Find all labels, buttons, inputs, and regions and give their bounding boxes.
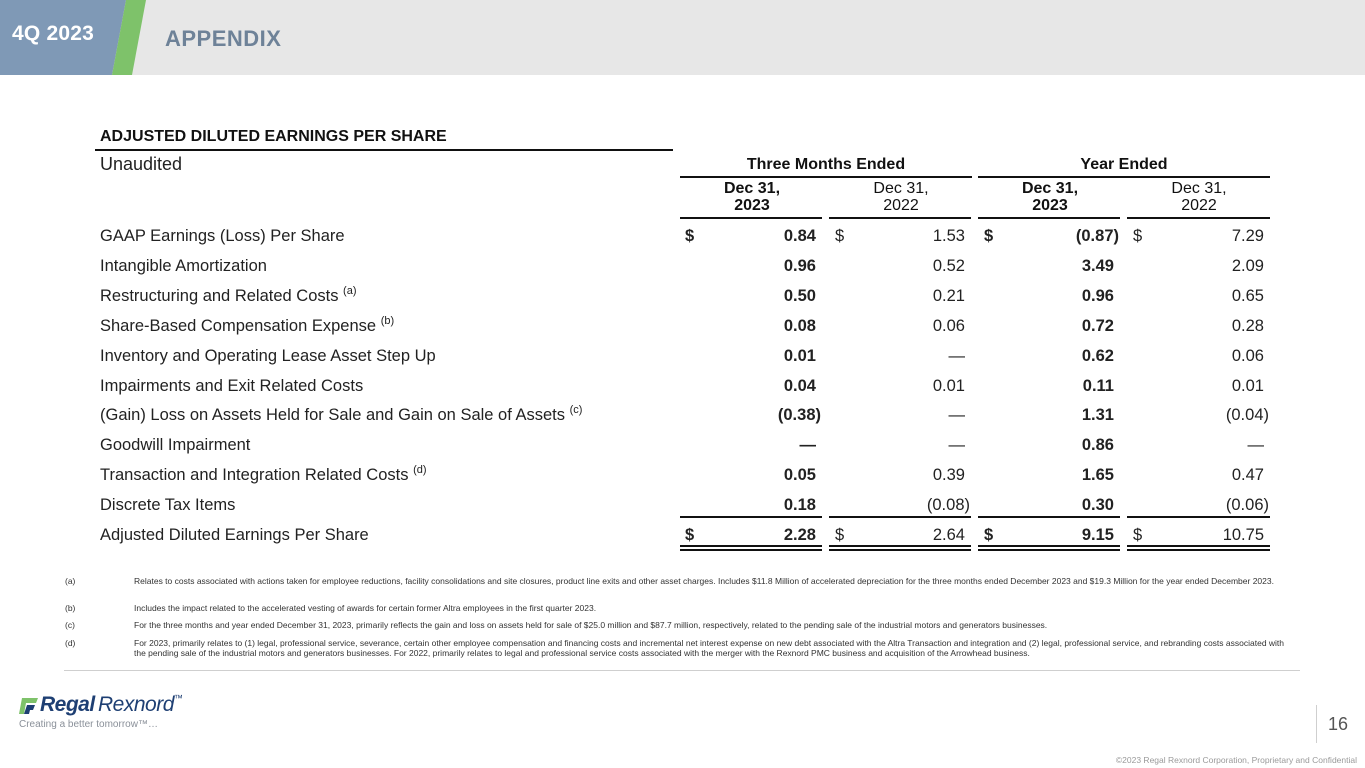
currency-symbol: $ bbox=[1133, 227, 1143, 245]
cell-q4-2023: 0.01 bbox=[783, 347, 816, 365]
col-head-line: Dec 31, bbox=[873, 180, 929, 197]
total-double-rule bbox=[829, 549, 971, 551]
cell-fy-2023: 0.96 bbox=[1081, 287, 1114, 305]
footnote-letter-c: (c) bbox=[65, 620, 75, 630]
quarter-tag bbox=[0, 0, 138, 75]
cell-fy-2023: (0.87) bbox=[1075, 227, 1119, 245]
page-number: 16 bbox=[1328, 714, 1349, 734]
cell-fy-2022: 10.75 bbox=[1222, 526, 1264, 544]
cell-fy-2023: 9.15 bbox=[1081, 526, 1114, 544]
cell-q4-2022: 0.39 bbox=[932, 466, 965, 484]
footnote-ref-d: (d) bbox=[413, 464, 427, 476]
cell-q4-2023: (0.38) bbox=[777, 406, 821, 424]
copyright: ©2023 Regal Rexnord Corporation, Proprietary and Confidential bbox=[1115, 755, 1357, 765]
footer-rule bbox=[64, 670, 1300, 671]
logo-mark-icon bbox=[18, 696, 38, 716]
cell-fy-2023: 3.49 bbox=[1081, 257, 1114, 275]
currency-symbol: $ bbox=[835, 526, 845, 544]
row-label-goodwill-impairment: Goodwill Impairment bbox=[100, 436, 251, 454]
cell-q4-2022: 0.01 bbox=[932, 377, 965, 395]
row-label-gaap-eps: GAAP Earnings (Loss) Per Share bbox=[100, 227, 345, 245]
cell-fy-2023: 0.11 bbox=[1082, 377, 1114, 395]
footnote-text-d: For 2023, primarily relates to (1) legal, professional service, severance, certain other employee compensation and financing costs and incremental net interest expense on new debt associated with the Altra Transaction and integration and (2) legal, professional service, and rebranding costs associated with the pending sale of the industrial motors and generators businesses. For 2022, primarily relates to legal and professional service costs associated with the merger with the Rexnord PMC business and acquisition of the Arrowhead business. bbox=[134, 638, 1285, 658]
cell-fy-2023: 1.65 bbox=[1081, 466, 1114, 484]
cell-q4-2022: 0.52 bbox=[932, 257, 965, 275]
cell-fy-2022: 0.06 bbox=[1231, 347, 1264, 365]
total-double-rule bbox=[978, 545, 1120, 547]
total-double-rule bbox=[1127, 549, 1270, 551]
col-head-q4-2022 bbox=[831, 180, 971, 214]
page-divider bbox=[1316, 705, 1317, 743]
cell-fy-2022: 0.01 bbox=[1231, 377, 1264, 395]
currency-symbol: $ bbox=[984, 526, 994, 544]
total-double-rule bbox=[829, 545, 971, 547]
footnote-text-b: Includes the impact related to the accelerated vesting of awards for certain former Altra employees in the first quarter 2023. bbox=[134, 603, 597, 613]
cell-fy-2023: 0.86 bbox=[1081, 436, 1114, 454]
col-head-line: Dec 31, bbox=[723, 180, 781, 197]
col-head-line: 2022 bbox=[883, 197, 919, 214]
cell-fy-2022: (0.06) bbox=[1225, 496, 1269, 514]
cell-q4-2023: 0.04 bbox=[783, 377, 816, 395]
row-label-impairments-exit: Impairments and Exit Related Costs bbox=[100, 377, 364, 395]
footnote-letter-a: (a) bbox=[65, 576, 76, 586]
row-label-restructuring: Restructuring and Related Costs $^{(a)}$ bbox=[100, 285, 357, 305]
cell-fy-2023: 1.31 bbox=[1081, 406, 1114, 424]
regal-rexnord-logo bbox=[18, 694, 183, 718]
cell-q4-2023: 0.96 bbox=[783, 257, 816, 275]
cell-fy-2023: 0.30 bbox=[1081, 496, 1114, 514]
footnote-text-c: For the three months and year ended December 31, 2023, primarily reflects the gain and loss on assets held for sale of $25.0 million and $87.7 million, respectively, related to the pending sale of the industrial motors and generators businesses. bbox=[134, 620, 1048, 630]
row-label-transaction-integration: Transaction and Integration Related Costs $^{(d)}$ bbox=[100, 464, 427, 484]
cell-q4-2023: 0.84 bbox=[783, 227, 816, 245]
cell-fy-2023: 0.72 bbox=[1081, 317, 1114, 335]
cell-q4-2023: 2.28 bbox=[783, 526, 816, 544]
logo-regal-text: Regal bbox=[40, 693, 95, 716]
cell-fy-2022: (0.04) bbox=[1225, 406, 1269, 424]
row-label-share-based-comp: Share-Based Compensation Expense $^{(b)}$ bbox=[100, 315, 395, 335]
cell-q4-2022: — bbox=[948, 406, 965, 424]
subtotal-rule bbox=[829, 516, 971, 518]
col-head-line: 2023 bbox=[1032, 197, 1068, 214]
col-head-line: 2023 bbox=[734, 197, 770, 214]
cell-fy-2022: 0.65 bbox=[1231, 287, 1264, 305]
total-double-rule bbox=[1127, 545, 1270, 547]
cell-fy-2022: 0.28 bbox=[1231, 317, 1264, 335]
tagline: Creating a better tomorrow™… bbox=[19, 719, 158, 730]
row-label-adjusted-eps: Adjusted Diluted Earnings Per Share bbox=[100, 526, 369, 544]
row-label-intangible-amortization: Intangible Amortization bbox=[100, 257, 267, 275]
col-rule-c1 bbox=[680, 217, 822, 219]
cell-fy-2022: 2.09 bbox=[1231, 257, 1264, 275]
cell-fy-2022: — bbox=[1247, 436, 1264, 454]
footnote-ref-b: (b) bbox=[380, 315, 395, 327]
group-three-months: Three Months Ended bbox=[746, 156, 906, 173]
cell-q4-2022: 0.06 bbox=[932, 317, 965, 335]
currency-symbol: $ bbox=[1133, 526, 1143, 544]
total-double-rule bbox=[978, 549, 1120, 551]
cell-q4-2022: 2.64 bbox=[932, 526, 965, 544]
row-label-inventory-step-up: Inventory and Operating Lease Asset Step Up bbox=[100, 347, 436, 365]
cell-q4-2023: — bbox=[799, 436, 816, 454]
logo-trademark: ™ bbox=[173, 693, 183, 703]
col-rule-c3 bbox=[978, 217, 1120, 219]
footnote-ref-a: (a) bbox=[343, 285, 357, 297]
col-head-q4-2023 bbox=[682, 180, 822, 214]
subtotal-rule bbox=[1127, 516, 1270, 518]
col-rule-c4 bbox=[1127, 217, 1270, 219]
currency-symbol: $ bbox=[685, 526, 695, 544]
group-year-rule bbox=[978, 176, 1270, 178]
group-year: Year Ended bbox=[1080, 156, 1168, 173]
currency-symbol: $ bbox=[685, 227, 695, 245]
currency-symbol: $ bbox=[984, 227, 994, 245]
table-title: ADJUSTED DILUTED EARNINGS PER SHARE bbox=[100, 128, 447, 145]
col-head-line: Dec 31, bbox=[1171, 180, 1227, 197]
cell-q4-2022: (0.08) bbox=[926, 496, 970, 514]
logo-rexnord-text: Rexnord™ bbox=[98, 693, 183, 716]
subtotal-rule bbox=[680, 516, 822, 518]
cell-q4-2023: 0.50 bbox=[783, 287, 816, 305]
cell-fy-2023: 0.62 bbox=[1081, 347, 1114, 365]
footnote-text-a: Relates to costs associated with actions taken for employee reductions, facility consolidations and site closures, product line exits and other asset charges. Includes $11.8 Million of accelerated depreciation for the three months ended December 2023 and $19.3 Million for the year ended December 2023. bbox=[134, 576, 1274, 586]
footnote-letter-d: (d) bbox=[65, 638, 76, 648]
col-head-line: 2022 bbox=[1181, 197, 1217, 214]
row-label-discrete-tax: Discrete Tax Items bbox=[100, 496, 236, 514]
cell-fy-2022: 7.29 bbox=[1231, 227, 1264, 245]
subtotal-rule bbox=[978, 516, 1120, 518]
footnote-letter-b: (b) bbox=[65, 603, 76, 613]
group-three-months-rule bbox=[680, 176, 972, 178]
total-double-rule bbox=[680, 549, 822, 551]
cell-q4-2023: 0.05 bbox=[783, 466, 816, 484]
cell-q4-2023: 0.18 bbox=[783, 496, 816, 514]
quarter-label: 4Q 2023 bbox=[12, 22, 94, 45]
cell-q4-2022: — bbox=[948, 347, 965, 365]
col-head-line: Dec 31, bbox=[1021, 180, 1079, 197]
section-title: APPENDIX bbox=[165, 26, 282, 51]
unaudited-label: Unaudited bbox=[100, 154, 183, 174]
cell-fy-2022: 0.47 bbox=[1231, 466, 1264, 484]
total-double-rule bbox=[680, 545, 822, 547]
row-label-gain-loss-assets: (Gain) Loss on Assets Held for Sale and Gain on Sale of Assets $^{(c)}$ bbox=[100, 404, 583, 424]
col-head-fy-2022 bbox=[1129, 180, 1269, 214]
col-head-fy-2023 bbox=[980, 180, 1120, 214]
currency-symbol: $ bbox=[835, 227, 845, 245]
title-rule bbox=[95, 149, 673, 151]
col-rule-c2 bbox=[829, 217, 971, 219]
cell-q4-2022: 1.53 bbox=[932, 227, 965, 245]
cell-q4-2023: 0.08 bbox=[783, 317, 816, 335]
cell-q4-2022: — bbox=[948, 436, 965, 454]
footnote-ref-c: (c) bbox=[569, 404, 583, 416]
cell-q4-2022: 0.21 bbox=[932, 287, 965, 305]
